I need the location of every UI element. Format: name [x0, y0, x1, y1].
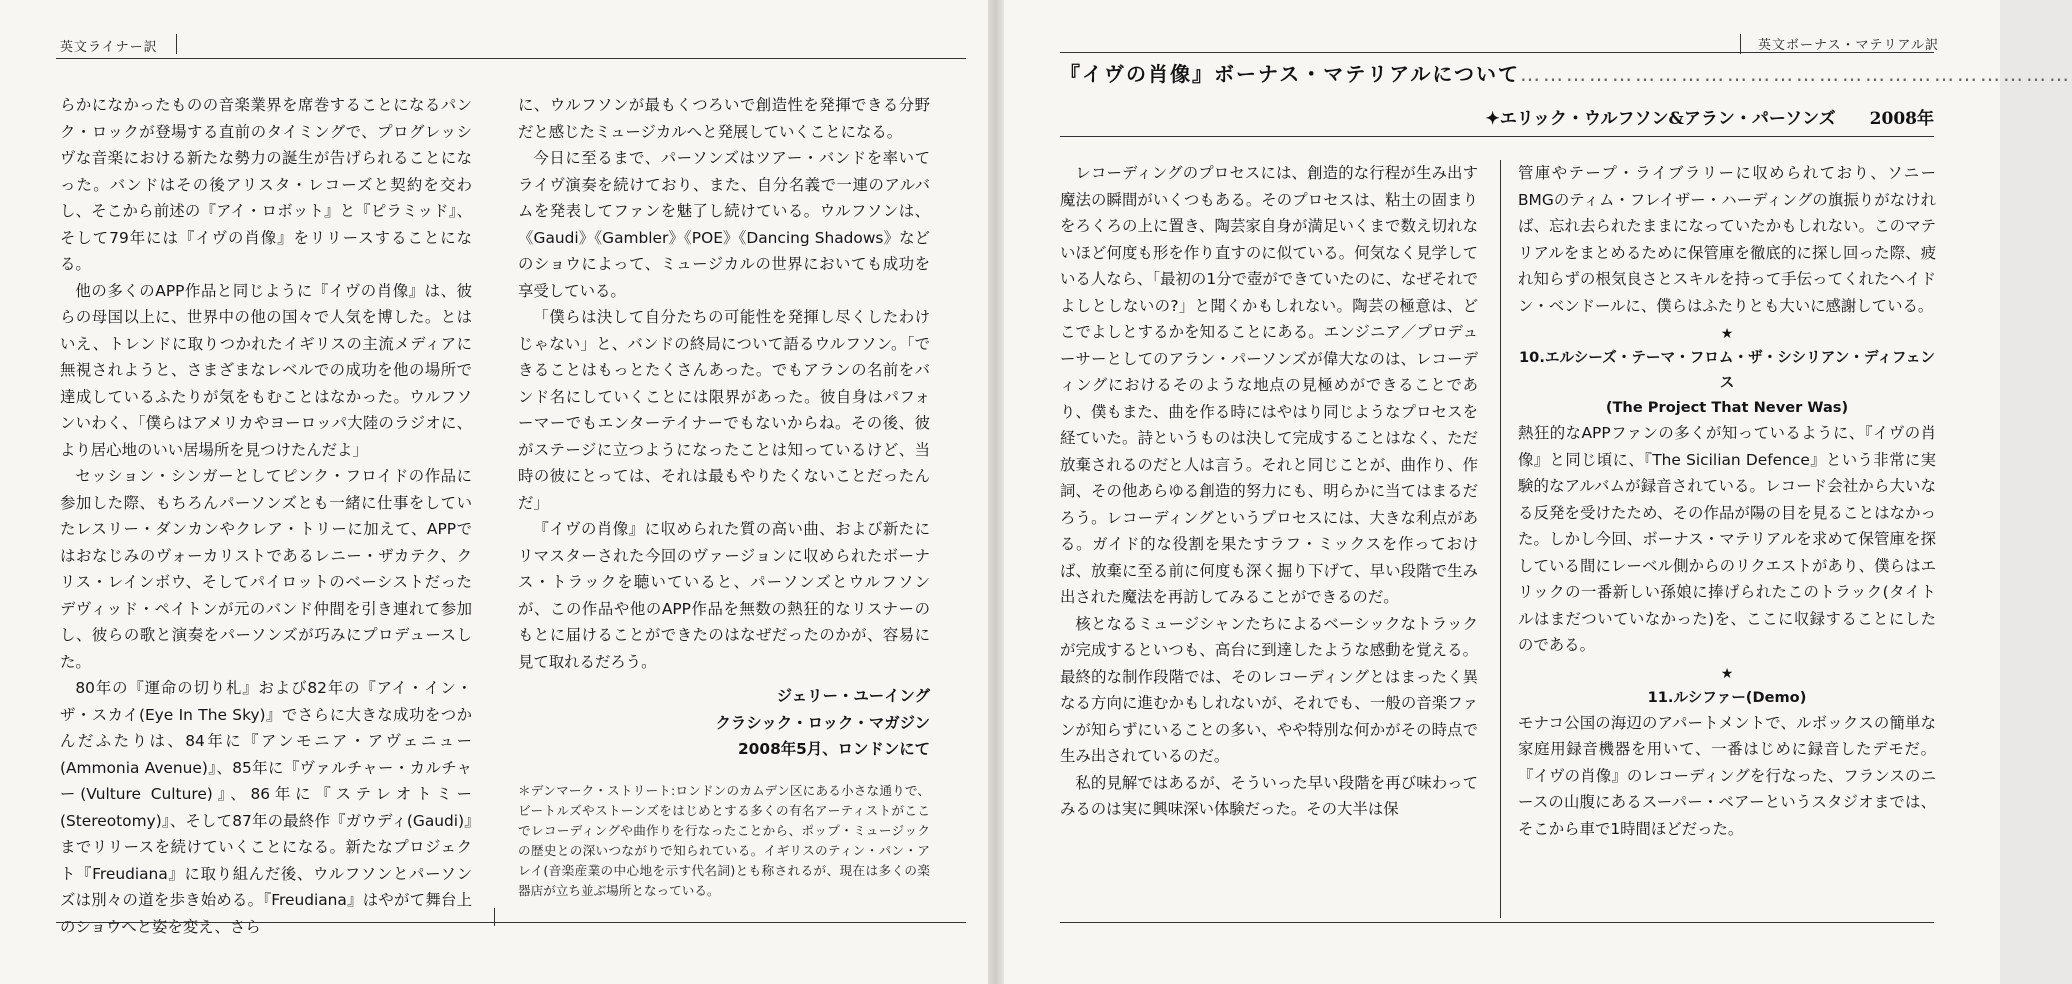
signature-publication: クラシック・ロック・マガジン	[715, 713, 930, 732]
right-page	[1004, 0, 2072, 984]
byline-year: 2008年	[1869, 109, 1934, 129]
right-column-1	[1060, 160, 1478, 823]
left-column-2	[518, 92, 930, 901]
section-10-heading: 10.エルシーズ・テーマ・フロム・ザ・シシリアン・ディフェンス	[1519, 349, 1935, 391]
section-10-subheading: (The Project That Never Was)	[1605, 399, 1849, 416]
left-header-label: 英文ライナー訳	[60, 40, 158, 55]
section-11-text: モナコ公国の海辺のアパートメントで、ルボックスの簡単な家庭用録音機器を用いて、一番はじめに録音したデモだ。『イヴの肖像』のレコーディングを行なった、フランスのニースの山腹にあるスーパー・ベアーというスタジオまでは、そこから車で1時間ほどだった。	[1518, 713, 1936, 838]
right-header-tick	[1740, 34, 1741, 54]
footnote: ＊デンマーク・ストリート:ロンドンのカムデン区にある小さな通りで、ビートルズやストーンズをはじめとする多くの有名アーティストがここでレコーディングや曲作りを行なったことから、ポップ・ミュージックの歴史との深いつながりで知られている。イギリスのティン・パン・アレイ(音楽産業の中心地を示す代名詞)とも称されるが、現在は多くの楽器店が立ち並ぶ場所となっている。	[518, 782, 930, 898]
title-rule	[1060, 136, 1934, 137]
article-title-text: 『イヴの肖像』ボーナス・マテリアルについて	[1060, 62, 1520, 86]
section-star: ★	[1720, 665, 1734, 682]
paragraph: 今日に至るまで、パーソンズはツアー・バンドを率いてライヴ演奏を続けており、また、自分名義で一連のアルバムを発表してファンを魅了し続けている。ウルフソンは、《Gaudi》《Gambler》《POE》《Dancing Shadows》などのショウによって、ミュージカルの世界においても成功を享受している。	[518, 149, 930, 300]
paragraph: らかになかったものの音楽業界を席巻することになるパンク・ロックが登場する直前のタイミングで、プログレッシヴな音楽における新たな勢力の誕生が告げられることになった。バンドはその後アリスタ・レコーズと契約を交わし、そこから前述の『アイ・ロボット』と『ピラミッド』、そして79年には『イヴの肖像』をリリースすることになる。	[60, 96, 472, 273]
right-footer-rule	[1060, 922, 1934, 923]
right-column-2	[1518, 160, 1936, 842]
right-column-divider	[1500, 160, 1501, 918]
left-footer-rule	[56, 922, 966, 923]
paragraph: 80年の『運命の切り札』および82年の『アイ・イン・ザ・スカイ(Eye In The Sky)』でさらに大きな成功をつかんだふたりは、84年に『アンモニア・アヴェニュー(Ammonia Avenue)』、85年に『ヴァルチャー・カルチャー(Vulture Culture)』、86年に『ステレオトミー(Stereotomy)』、そして87年の最終作『ガウディ(Gaudi)』までリリースを続けていくことになる。新たなプロジェクト『Freudiana』に取り組んだ後、ウルフソンとパーソンズは別々の道を歩き始める。『Freudiana』はやがて舞台上のショウへと姿を変え、さら	[60, 679, 472, 936]
section-11-heading: 11.ルシファー(Demo)	[1647, 688, 1807, 706]
paragraph: 「僕らは決して自分たちの可能性を発揮し尽くしたわけじゃない」と、バンドの終局について語るウルフソン。「できることはもっとたくさんあった。でもアランの名前をバンド名にしていくことには限界があった。彼自身はパフォーマーでもエンターテイナーでもないからね。その後、彼がステージに立つようになったことは知っているけど、当時の彼にとっては、それは最もやりたくないことだったんだ」	[518, 308, 930, 512]
article-byline	[1485, 104, 1934, 129]
right-header-rule	[1060, 52, 1934, 53]
paragraph: レコーディングのプロセスには、創造的な行程が生み出す魔法の瞬間がいくつもある。そのプロセスは、粘土の固まりをろくろの上に置き、陶芸家自身が満足いくまで数え切れないほど何度も形を作り直すのに似ている。何気なく見学している人なら、「最初の1分で壺ができていたのに、なぜそれでよしとしないの?」と聞くかもしれない。陶芸の極意は、どこでよしとするかを知ることにある。エンジニア／プロデューサーとしてのアラン・パーソンズが偉大なのは、レコーディングにおけるそのような地点の見極めができることであり、僕もまた、曲を作る時にはやはり同じようなプロセスを経ていた。詩というものは決して完成することはなく、ただ放棄されるのだと人は言う。それと同じことが、曲作り、作詞、その他あらゆる創造的努力にも、明らかに当てはまるだろう。レコーディングというプロセスには、大きな利点がある。ガイド的な役割を果たすラフ・ミックスを作っておけば、放棄に至る前に何度も深く掘り下げて、早い段階で生み出された魔法を再訪してみることができるのだ。	[1060, 164, 1478, 606]
paragraph: に、ウルフソンが最もくつろいで創造性を発揮できる分野だと感じたミュージカルへと発展していくことになる。	[518, 96, 930, 141]
right-header-label: 英文ボーナス・マテリアル訳	[1758, 38, 1939, 53]
left-column-1	[60, 92, 472, 940]
title-leader-dots: ………………………………………………………………	[1520, 62, 2072, 86]
byline-authors: ✦エリック・ウルフソン&アラン・パーソンズ	[1485, 109, 1836, 129]
section-10-text: 熱狂的なAPPファンの多くが知っているように、『イヴの肖像』と同じ頃に、『The Sicilian Defence』という非常に実験的なアルバムが録音されている。レコード会社から大いなる反発を受けたため、その作品が陽の目を見ることはなかった。しかし今回、ボーナス・マテリアルを求めて保管庫を探している間にレーベル側からのリクエストがあり、僕らはエリックの一番新しい孫娘に捧げられたこのトラック(タイトルはまだついていなかった)を、ここに収録することにしたのである。	[1518, 424, 1936, 654]
paragraph: 他の多くのAPP作品と同じように『イヴの肖像』は、彼らの母国以上に、世界中の他の国々で人気を博した。とはいえ、トレンドに取りつかれたイギリスの主流メディアに無視されようと、さまざまなレベルでの成功を他の場所で達成しているふたりが気をもむことはなかった。ウルフソンいわく、「僕らはアメリカやヨーロッパ大陸のラジオに、より居心地のいい居場所を見つけたんだよ」	[60, 281, 472, 459]
paragraph: 核となるミュージシャンたちによるベーシックなトラックが完成するといつも、高台に到達したような感動を覚える。最終的な制作段階では、そのレコーディングとはまったく異なる方向に進むかもしれないが、それでも、一般の音楽ファンが知らずにいることの多い、やや特別な何かがその時点で生み出されているのだ。	[1060, 614, 1478, 765]
left-header-rule	[56, 58, 966, 59]
paragraph: 私的見解ではあるが、そういった早い段階を再び味わってみるのは実に興味深い体験だった。その大半は保	[1060, 773, 1478, 818]
paragraph: 管庫やテープ・ライブラリーに収められており、ソニーBMGのティム・フレイザー・ハーディングの旗振りがなければ、忘れ去られたままになっていたかもしれない。このマテリアルをまとめるために保管庫を徹底的に探し回った際、疲れ知らずの根気良さとスキルを持って手伝ってくれたヘイドン・ベンドールに、僕らはふたりとも大いに感謝している。	[1518, 164, 1936, 315]
left-column-divider	[494, 908, 495, 926]
paragraph: 『イヴの肖像』に収められた質の高い曲、および新たにリマスターされた今回のヴァージョンに収められたボーナス・トラックを聴いていると、パーソンズとウルフソンが、この作品や他のAPP作品を無数の熱狂的なリスナーのもとに届けることができたのはなぜだったのかが、容易に見て取れるだろう。	[518, 520, 930, 671]
signature-date: 2008年5月、ロンドンにて	[737, 740, 930, 758]
article-title	[1060, 58, 2072, 87]
signature-author: ジェリー・ユーイング	[776, 687, 930, 705]
section-star: ★	[1720, 326, 1734, 342]
paragraph: セッション・シンガーとしてピンク・フロイドの作品に参加した際、もちろんパーソンズとも一緒に仕事をしていたレスリー・ダンカンやクレア・トリーに加えて、APPではおなじみのヴォーカリストであるレニー・ザカテク、クリス・レインボウ、そしてパイロットのベーシストだったデヴィッド・ペイトンが元のバンド仲間を引き連れて参加し、彼らの歌と演奏をパーソンズが巧みにプロデュースした。	[60, 467, 472, 671]
left-page	[0, 0, 990, 984]
left-header-tick	[176, 34, 177, 54]
